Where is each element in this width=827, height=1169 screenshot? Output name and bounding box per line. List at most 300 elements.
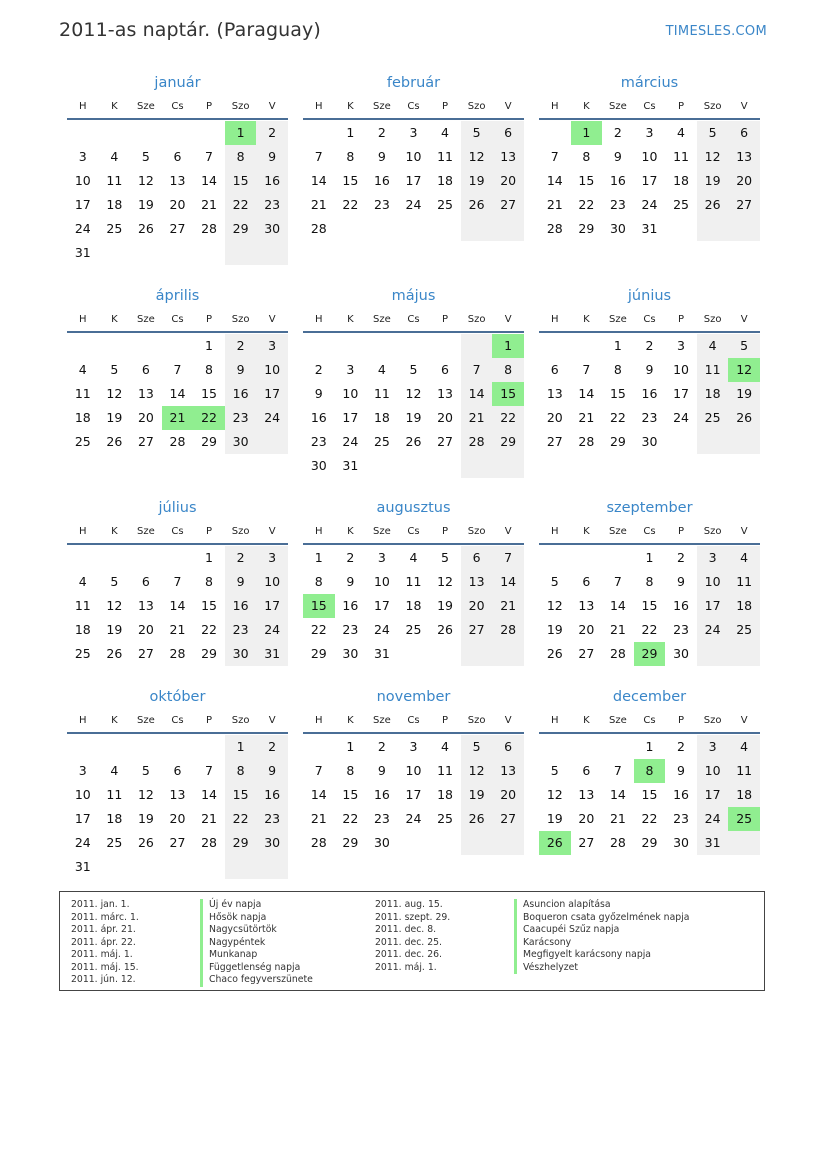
legend-holiday-name: Munkanap [200,949,313,962]
day-cell: 8 [225,759,257,783]
day-cell: 1 [613,338,622,353]
weekday-label: Sze [373,714,391,726]
weekday-header [303,708,524,734]
day-cell: 21 [201,197,217,212]
month-block [67,72,288,265]
weekday-label: V [504,525,512,537]
day-cell: 16 [256,169,288,193]
day-cell: 15 [342,787,359,802]
day-grid [539,334,760,454]
day-cell: 21 [310,197,327,212]
weekday-label: Cs [407,313,420,325]
day-cell: 13 [492,145,524,169]
day-cell: 13 [461,570,493,594]
day-blank [539,334,571,358]
day-cell: 30 [225,642,257,666]
day-cell: 16 [342,598,359,613]
day-cell-holiday: 29 [634,642,666,666]
day-cell: 5 [550,574,559,589]
day-blank [193,735,225,759]
day-cell: 16 [373,173,390,188]
day-cell: 12 [405,386,422,401]
day-cell: 6 [550,362,559,377]
day-cell: 9 [645,362,654,377]
day-cell: 2 [225,546,257,570]
day-blank [67,735,99,759]
day-cell: 15 [201,598,217,613]
day-cell: 11 [74,598,91,613]
day-cell: 15 [609,386,626,401]
day-cell: 18 [437,787,453,802]
day-cell: 14 [310,787,327,802]
day-cell: 4 [728,735,760,759]
day-blank [335,334,367,358]
day-cell: 29 [578,221,595,236]
day-cell: 21 [546,197,563,212]
day-cell: 14 [169,386,186,401]
day-cell: 14 [609,787,626,802]
day-cell: 28 [201,835,217,850]
day-cell: 26 [697,193,729,217]
day-cell: 9 [256,145,288,169]
day-cell: 22 [342,811,359,826]
day-cell: 13 [578,598,595,613]
day-blank [99,241,131,265]
day-cell-holiday: 15 [303,594,335,618]
day-cell: 22 [310,622,327,637]
month-block [303,686,524,855]
day-cell: 11 [373,386,390,401]
day-cell: 3 [697,546,729,570]
month-block [67,686,288,879]
weekday-label: K [347,313,354,325]
day-cell: 10 [256,570,288,594]
day-cell: 17 [342,410,359,425]
day-cell: 5 [550,763,559,778]
weekday-label: Cs [643,313,656,325]
day-blank [99,121,131,145]
day-cell: 23 [256,193,288,217]
month-block [303,72,524,241]
day-cell: 3 [645,125,654,140]
day-cell: 18 [373,410,390,425]
weekday-header [303,519,524,545]
day-cell: 7 [582,362,591,377]
day-cell: 6 [582,763,591,778]
legend-holiday-name: Asuncion alapítása [514,899,689,912]
day-blank [539,121,571,145]
day-cell: 28 [461,430,493,454]
day-cell: 15 [342,173,359,188]
day-cell: 11 [405,574,422,589]
day-cell: 17 [405,173,422,188]
day-cell: 29 [492,430,524,454]
day-blank [398,642,430,666]
day-cell: 30 [225,430,257,454]
day-cell: 31 [342,458,359,473]
day-cell: 7 [314,763,323,778]
day-blank [162,855,194,879]
day-cell: 16 [256,783,288,807]
day-cell: 23 [641,410,658,425]
day-cell: 3 [409,739,418,754]
day-cell: 13 [578,787,595,802]
month-block [539,72,760,241]
day-cell: 1 [225,735,257,759]
day-blank [571,546,603,570]
day-cell: 19 [137,197,154,212]
weekday-label: H [551,313,559,325]
day-cell: 27 [437,434,453,449]
day-cell: 18 [437,173,453,188]
weekday-label: P [442,714,449,726]
day-cell: 27 [492,193,524,217]
day-cell: 18 [673,173,689,188]
legend-holiday-name: Függetlenség napja [200,962,313,975]
day-cell: 9 [677,763,685,778]
day-cell: 20 [578,811,595,826]
weekday-label: Szo [231,313,250,325]
month-name: június [627,288,672,304]
day-blank [67,121,99,145]
day-cell: 17 [256,594,288,618]
weekday-label: V [268,714,276,726]
weekday-header [67,708,288,734]
day-cell: 6 [582,574,591,589]
day-cell: 10 [74,173,91,188]
day-cell: 18 [697,382,729,406]
legend-date: 2011. dec. 26. [375,949,442,960]
day-cell-holiday: 12 [728,358,760,382]
day-cell: 8 [492,358,524,382]
day-cell: 19 [106,410,123,425]
weekday-label: K [111,313,118,325]
day-cell: 19 [697,169,729,193]
day-cell: 2 [677,739,685,754]
day-cell: 12 [137,787,154,802]
day-cell: 5 [141,763,150,778]
day-blank [256,855,288,879]
day-cell: 20 [437,410,453,425]
weekday-label: K [583,714,590,726]
day-cell: 20 [137,622,154,637]
weekday-label: Cs [407,525,420,537]
day-cell-holiday: 1 [492,334,524,358]
day-cell: 13 [437,386,453,401]
day-cell: 10 [342,386,359,401]
day-blank [366,454,398,478]
day-cell: 21 [169,622,186,637]
weekday-label: Sze [373,100,391,112]
day-cell: 22 [609,410,626,425]
day-cell: 22 [641,811,658,826]
day-blank [461,454,493,478]
day-cell: 2 [377,739,386,754]
day-blank [162,546,194,570]
day-grid [539,121,760,241]
day-cell: 3 [78,149,87,164]
day-cell: 22 [342,197,359,212]
day-cell: 8 [205,362,213,377]
day-cell: 21 [201,811,217,826]
day-cell: 4 [409,550,418,565]
legend-names-1 [200,899,313,987]
day-cell: 19 [546,622,563,637]
day-cell-holiday: 1 [571,121,603,145]
day-cell: 22 [225,193,257,217]
day-cell: 24 [641,197,658,212]
weekday-label: V [504,100,512,112]
day-cell: 16 [673,787,689,802]
day-cell: 16 [373,787,390,802]
day-cell: 23 [256,807,288,831]
day-cell: 18 [728,594,760,618]
day-grid [67,121,288,265]
day-cell-holiday: 21 [162,406,194,430]
month-name: május [391,288,436,304]
day-cell: 7 [205,763,213,778]
day-cell: 30 [673,646,689,661]
day-blank [366,334,398,358]
day-cell: 10 [256,358,288,382]
day-cell: 7 [205,149,213,164]
weekday-label: Cs [171,100,184,112]
day-cell: 27 [578,646,595,661]
day-blank [665,217,697,241]
day-cell: 6 [173,763,182,778]
day-cell: 13 [137,598,154,613]
month-block [539,686,760,855]
day-cell: 15 [225,783,257,807]
day-cell: 17 [74,197,91,212]
day-blank [492,217,524,241]
day-cell: 4 [441,125,449,140]
weekday-label: H [79,525,87,537]
day-blank [225,855,257,879]
day-cell: 15 [578,173,595,188]
day-blank [728,430,760,454]
day-cell: 9 [377,149,386,164]
day-cell: 24 [256,618,288,642]
day-cell: 26 [437,622,453,637]
day-grid [67,334,288,454]
day-cell: 29 [225,217,257,241]
day-cell: 21 [310,811,327,826]
day-cell: 24 [673,410,689,425]
weekday-label: Szo [467,100,486,112]
day-cell: 1 [346,125,355,140]
day-cell: 12 [437,574,453,589]
day-cell: 27 [169,221,186,236]
day-cell: 22 [201,622,217,637]
day-cell: 9 [225,358,257,382]
day-cell: 8 [645,574,654,589]
day-cell: 2 [346,550,355,565]
day-cell: 7 [613,763,622,778]
day-cell: 31 [256,642,288,666]
day-cell: 1 [205,338,213,353]
day-cell: 16 [225,382,257,406]
day-blank [461,334,493,358]
weekday-label: Sze [137,313,155,325]
day-cell: 30 [373,835,390,850]
day-cell: 26 [461,193,493,217]
day-cell: 4 [677,125,685,140]
day-cell: 6 [492,735,524,759]
legend-holiday-name: Caacupéi Szűz napja [514,924,689,937]
day-blank [429,642,461,666]
day-blank [665,430,697,454]
day-cell: 6 [441,362,449,377]
day-blank [130,735,162,759]
day-cell: 13 [546,386,563,401]
day-cell: 30 [256,831,288,855]
day-cell: 19 [405,410,422,425]
weekday-label: Szo [703,100,722,112]
weekday-label: H [79,714,87,726]
weekday-label: V [504,714,512,726]
day-cell: 7 [314,149,323,164]
day-cell: 29 [609,434,626,449]
day-cell: 5 [110,574,119,589]
day-cell: 16 [225,594,257,618]
day-cell: 20 [728,169,760,193]
day-cell: 25 [74,434,91,449]
day-cell: 25 [106,221,123,236]
month-block [67,285,288,454]
day-cell: 28 [310,221,327,236]
weekday-label: Sze [609,714,627,726]
weekday-header [303,307,524,333]
weekday-label: P [678,714,685,726]
legend-date: 2011. dec. 25. [375,936,442,948]
day-cell: 8 [225,145,257,169]
day-cell-holiday: 15 [492,382,524,406]
day-cell: 17 [373,598,390,613]
day-blank [461,831,493,855]
day-cell: 28 [169,646,186,661]
day-cell: 4 [78,362,87,377]
weekday-label: P [206,100,213,112]
legend-holiday-name: Nagycsütörtök [200,924,313,937]
day-cell: 13 [169,787,186,802]
day-blank [193,855,225,879]
weekday-label: H [315,313,323,325]
day-cell: 30 [641,434,658,449]
day-cell: 31 [697,831,729,855]
day-cell: 24 [405,197,422,212]
weekday-label: Cs [643,714,656,726]
weekday-label: Cs [643,525,656,537]
day-cell: 2 [256,735,288,759]
weekday-label: Cs [171,714,184,726]
day-cell: 1 [645,550,654,565]
day-cell: 29 [641,835,658,850]
legend-date: 2011. szept. 29. [375,911,451,923]
weekday-label: V [268,313,276,325]
weekday-label: V [740,100,748,112]
day-cell: 8 [346,763,355,778]
day-cell: 31 [641,221,658,236]
weekday-label: H [315,100,323,112]
legend-dates-1 [71,899,139,987]
holiday-legend [59,891,765,991]
day-cell: 2 [645,338,654,353]
day-blank [697,430,729,454]
day-cell: 2 [677,550,685,565]
month-block [539,285,760,454]
day-cell: 5 [728,334,760,358]
day-cell: 27 [169,835,186,850]
day-cell: 7 [173,362,182,377]
weekday-label: P [442,525,449,537]
day-cell: 24 [74,835,91,850]
day-cell: 2 [613,125,622,140]
day-cell: 27 [461,618,493,642]
day-blank [303,334,335,358]
day-cell: 16 [641,386,658,401]
day-cell: 27 [546,434,563,449]
weekday-header [539,307,760,333]
day-blank [539,735,571,759]
day-cell-holiday: 1 [225,121,257,145]
day-cell: 21 [609,811,626,826]
day-cell: 4 [110,763,119,778]
legend-holiday-name: Nagypéntek [200,937,313,950]
day-cell: 12 [461,145,493,169]
day-cell: 18 [405,598,422,613]
day-cell: 28 [609,835,626,850]
day-cell: 15 [225,169,257,193]
day-cell: 8 [346,149,355,164]
day-cell: 14 [169,598,186,613]
day-cell: 13 [169,173,186,188]
day-cell: 27 [137,434,154,449]
weekday-header [303,94,524,120]
day-blank [492,454,524,478]
day-cell: 5 [409,362,418,377]
weekday-header [539,94,760,120]
weekday-label: H [551,525,559,537]
day-cell: 1 [645,739,654,754]
day-cell: 25 [405,622,422,637]
day-cell: 4 [697,334,729,358]
day-cell: 17 [697,783,729,807]
day-cell: 26 [546,646,563,661]
weekday-label: H [551,714,559,726]
day-cell: 23 [225,406,257,430]
day-cell: 26 [405,434,422,449]
site-brand-link[interactable]: TIMESLES.COM [665,24,767,39]
weekday-label: K [347,525,354,537]
month-block [303,285,524,478]
day-cell: 30 [310,458,327,473]
day-cell: 11 [437,149,453,164]
day-cell: 28 [492,618,524,642]
day-cell: 20 [137,410,154,425]
legend-date: 2011. márc. 1. [71,911,139,923]
day-cell: 4 [441,739,449,754]
day-cell: 14 [546,173,563,188]
legend-date: 2011. máj. 15. [71,961,139,973]
day-cell: 6 [141,574,150,589]
day-cell: 5 [461,735,493,759]
day-cell: 20 [492,169,524,193]
day-cell: 14 [578,386,595,401]
weekday-label: P [678,100,685,112]
legend-holiday-name: Vészhelyzet [514,962,689,975]
day-cell: 7 [173,574,182,589]
